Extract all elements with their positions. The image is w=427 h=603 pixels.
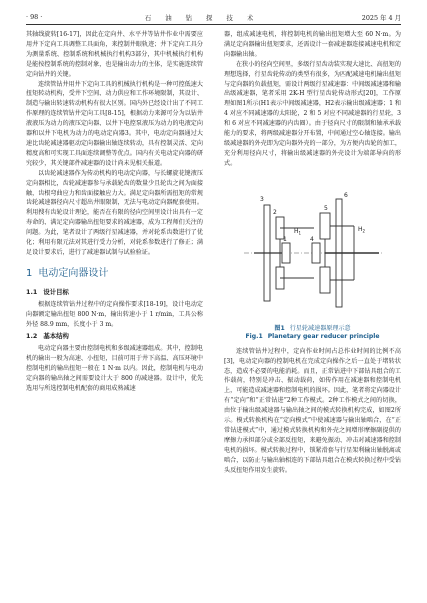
figure-number: 图1	[274, 324, 285, 332]
subsection-number: 1.2	[26, 332, 38, 341]
label-1: 1	[283, 235, 287, 243]
output-stage-reducer	[312, 199, 379, 307]
left-column	[26, 30, 203, 394]
label-4: 4	[310, 235, 314, 243]
journal-title: 石 油 钻 探 技 术	[144, 13, 260, 22]
sun-gear-4	[312, 243, 320, 263]
label-h2: $H_2$	[358, 225, 366, 234]
figure-caption-cn	[224, 325, 401, 334]
subsection-title: 基本结构	[43, 332, 69, 341]
gear-schematic-diagram	[224, 171, 401, 321]
subsection-heading	[26, 332, 203, 342]
paragraph: 连续管钻井用井下定向工具的机械执行机构是一种可控低速大扭矩转动机构，受井下空间、动力供应和工作环境限制，其设计、制造与输出转速转动机构有很大区别。国内外已经设计出了不同工作原理的连续管钻井定向工具[8-15]，根据动力来源可分为以钻井液液压为动力的液压定向器、以井下电控泵液压为动力的电液定向器和以井下电机为动力的电动定向器3。其中，电动定向器通过大速比齿轮减速器驱动定向器输出轴连续转动，具有控制灵活、定向精度高和可实现工具面连续调整等优点。国内有关电动定向器的研究较少，其关键部件减速器的设计尚未见相关报道。	[26, 80, 203, 167]
label-3: 3	[260, 195, 264, 203]
planet-gear-5-lower	[320, 267, 330, 293]
paragraph: 连续管钻井过程中，定向作业时间占总作业时间的比例不高[3]，电动定向器的控制电机在完成定向操作之后一直处于堵转状态，造成不必要的电能消耗。而且，正常钻进中下部钻具组合的工作载荷，特别是冲击、振动载荷，如传作用在减速器和控制电机上，可能造成减速器和控制电机的损坏。因此，笔者将定向器设计有“定向”和“正常钻进”2种工作模式。2种工作模式之间的切换，由位于输出级减速器与输出轴之间的模式转换机构完成，如图2所示。模式转换机构在“定向模式”中使减速器与输出轴啮合，在“正常钻进模式”中，通过模式转换机构和外壳之间增形摩擦副提供的摩擦力承担部分或全部反扭矩，来避免振动、冲击对减速器和控制电机的损坏。模式转换过程中，锁紧滑套与行星架利输出轴脱离或啮合，以防止与输出轴相连的下部钻具组合在模式转换过程中受钻头反扭矩作用发生旋转。	[224, 347, 401, 474]
planetary-gear-figure	[224, 171, 401, 341]
paragraph: 以齿轮减速器作为传动机构的电动定向器，与长螺旋花键液压定向器相比，齿轮减速器参与承载轮齿的数量少且轮齿之间为面接触，齿根弯曲应力和齿面接触应力大。满足定向器所需扭矩的常规齿轮减速器径向尺寸超出井眼限制，无法与电动定向器配套使用。利用搜有齿轮设计理论，能否在有限的径向空间里设计出具有一定寿命的、满足定向器输出扭矩要求的减速器，成为工程师们关注的问题。为此，笔者设计了两级行星减速器，并对轮系齿数进行了优化；利用有限元法对其进行受力分析，对轮系参数进行了修正；满足设计要求后，进行了减速器试制与试验验证。	[26, 169, 203, 256]
label-h1: $H_1$	[294, 227, 302, 236]
section-number: 1	[26, 267, 33, 279]
right-column	[224, 30, 401, 475]
figure-title: 行星轮减速器原理示意	[289, 324, 351, 332]
section-title: 电动定向器设计	[38, 267, 109, 279]
paragraph: 电动定向器主要由控制电机和多级减速器组成。其中，控制电机的输出一般为高速、小扭矩，目前可用于井下高温、高压环境中控制电机的输出扭矩一般在 1 N·m 以内。因此，控制电机与电动定向器的输出轴之间需要设计大于 800 的减速器。设计中，优先选用与所选控制电机配套的商用成熟减速	[26, 345, 203, 392]
paragraph: 在狭小的径向空间里，多级行星齿动装实现大速比、高扭矩的理想选择，行星齿轮传动的类型有很多，为匹配减速电机输出扭矩与定向器的负载扭矩，需设计两级行星减速器：中间级减速器和输出级减速器，笔者采用 2K-H 型行星齿轮传动形式[20]，工作原理如图1所示(H1表示中间级减速器，H2表示输出级减速器；1 和 4 对应不同减速器的太阳轮，2 和 5 对应不同减速器的行星轮，3 和 6 对应不同减速器的内齿圈）。由于径向尺寸的限制和轴承承载能力的要求，将两级减速器分开布置，中间通过空心轴连接。输出级减速器的外壳即为定向器外壳的一部分，为方便内齿轮的加工，充分利用径向尺寸，将输出级减速器的外壳设计为端部导向的形式。	[224, 60, 401, 167]
sun-gear-1	[282, 243, 290, 263]
section-heading	[26, 267, 203, 281]
figure-number-en: Fig.1	[245, 333, 263, 341]
issue-date: 2025 年 4 月	[361, 13, 401, 22]
planet-gear-5-upper	[320, 213, 330, 239]
figure-caption-en	[224, 333, 401, 342]
page-number: · 98 ·	[26, 13, 43, 21]
subsection-number: 1.1	[26, 287, 38, 296]
label-5: 5	[324, 204, 328, 212]
running-header	[26, 10, 401, 25]
subsection-title: 设计目标	[43, 287, 69, 296]
figure-title-en: Planetary gear reducer principle	[267, 333, 380, 341]
paragraph: 其轴线旋转[16-17]，因此在定向井、水平井等钻井作业中需要应用井下定向工具调整工具面角，来控制井眼轨迹；井下定向工具分为测量系统、控制系统和机械执行机构3部分，其中机械执行机构是能按控制系统的控制对象，也是输出动力的主体，是实施连续管定向钻井的关键。	[26, 31, 203, 78]
paragraph: 器，组成减速电机，将控制电机的输出扭矩增大至 60 N·m。为满足定向器输出扭矩要求，还需设计一套减速器连接减速电机和定向器输出轴。	[224, 31, 401, 58]
label-2: 2	[273, 208, 277, 216]
paragraph: 根据连续管钻井过程中的定向操作要求[18-19]，设计电动定向器额定输出扭矩 800 N·m，输出转速小于 1 r/min，工具公称外径 88.9 mm，长度小于 3 m。	[26, 300, 203, 328]
subsection-heading	[26, 288, 203, 298]
label-6: 6	[344, 191, 348, 199]
